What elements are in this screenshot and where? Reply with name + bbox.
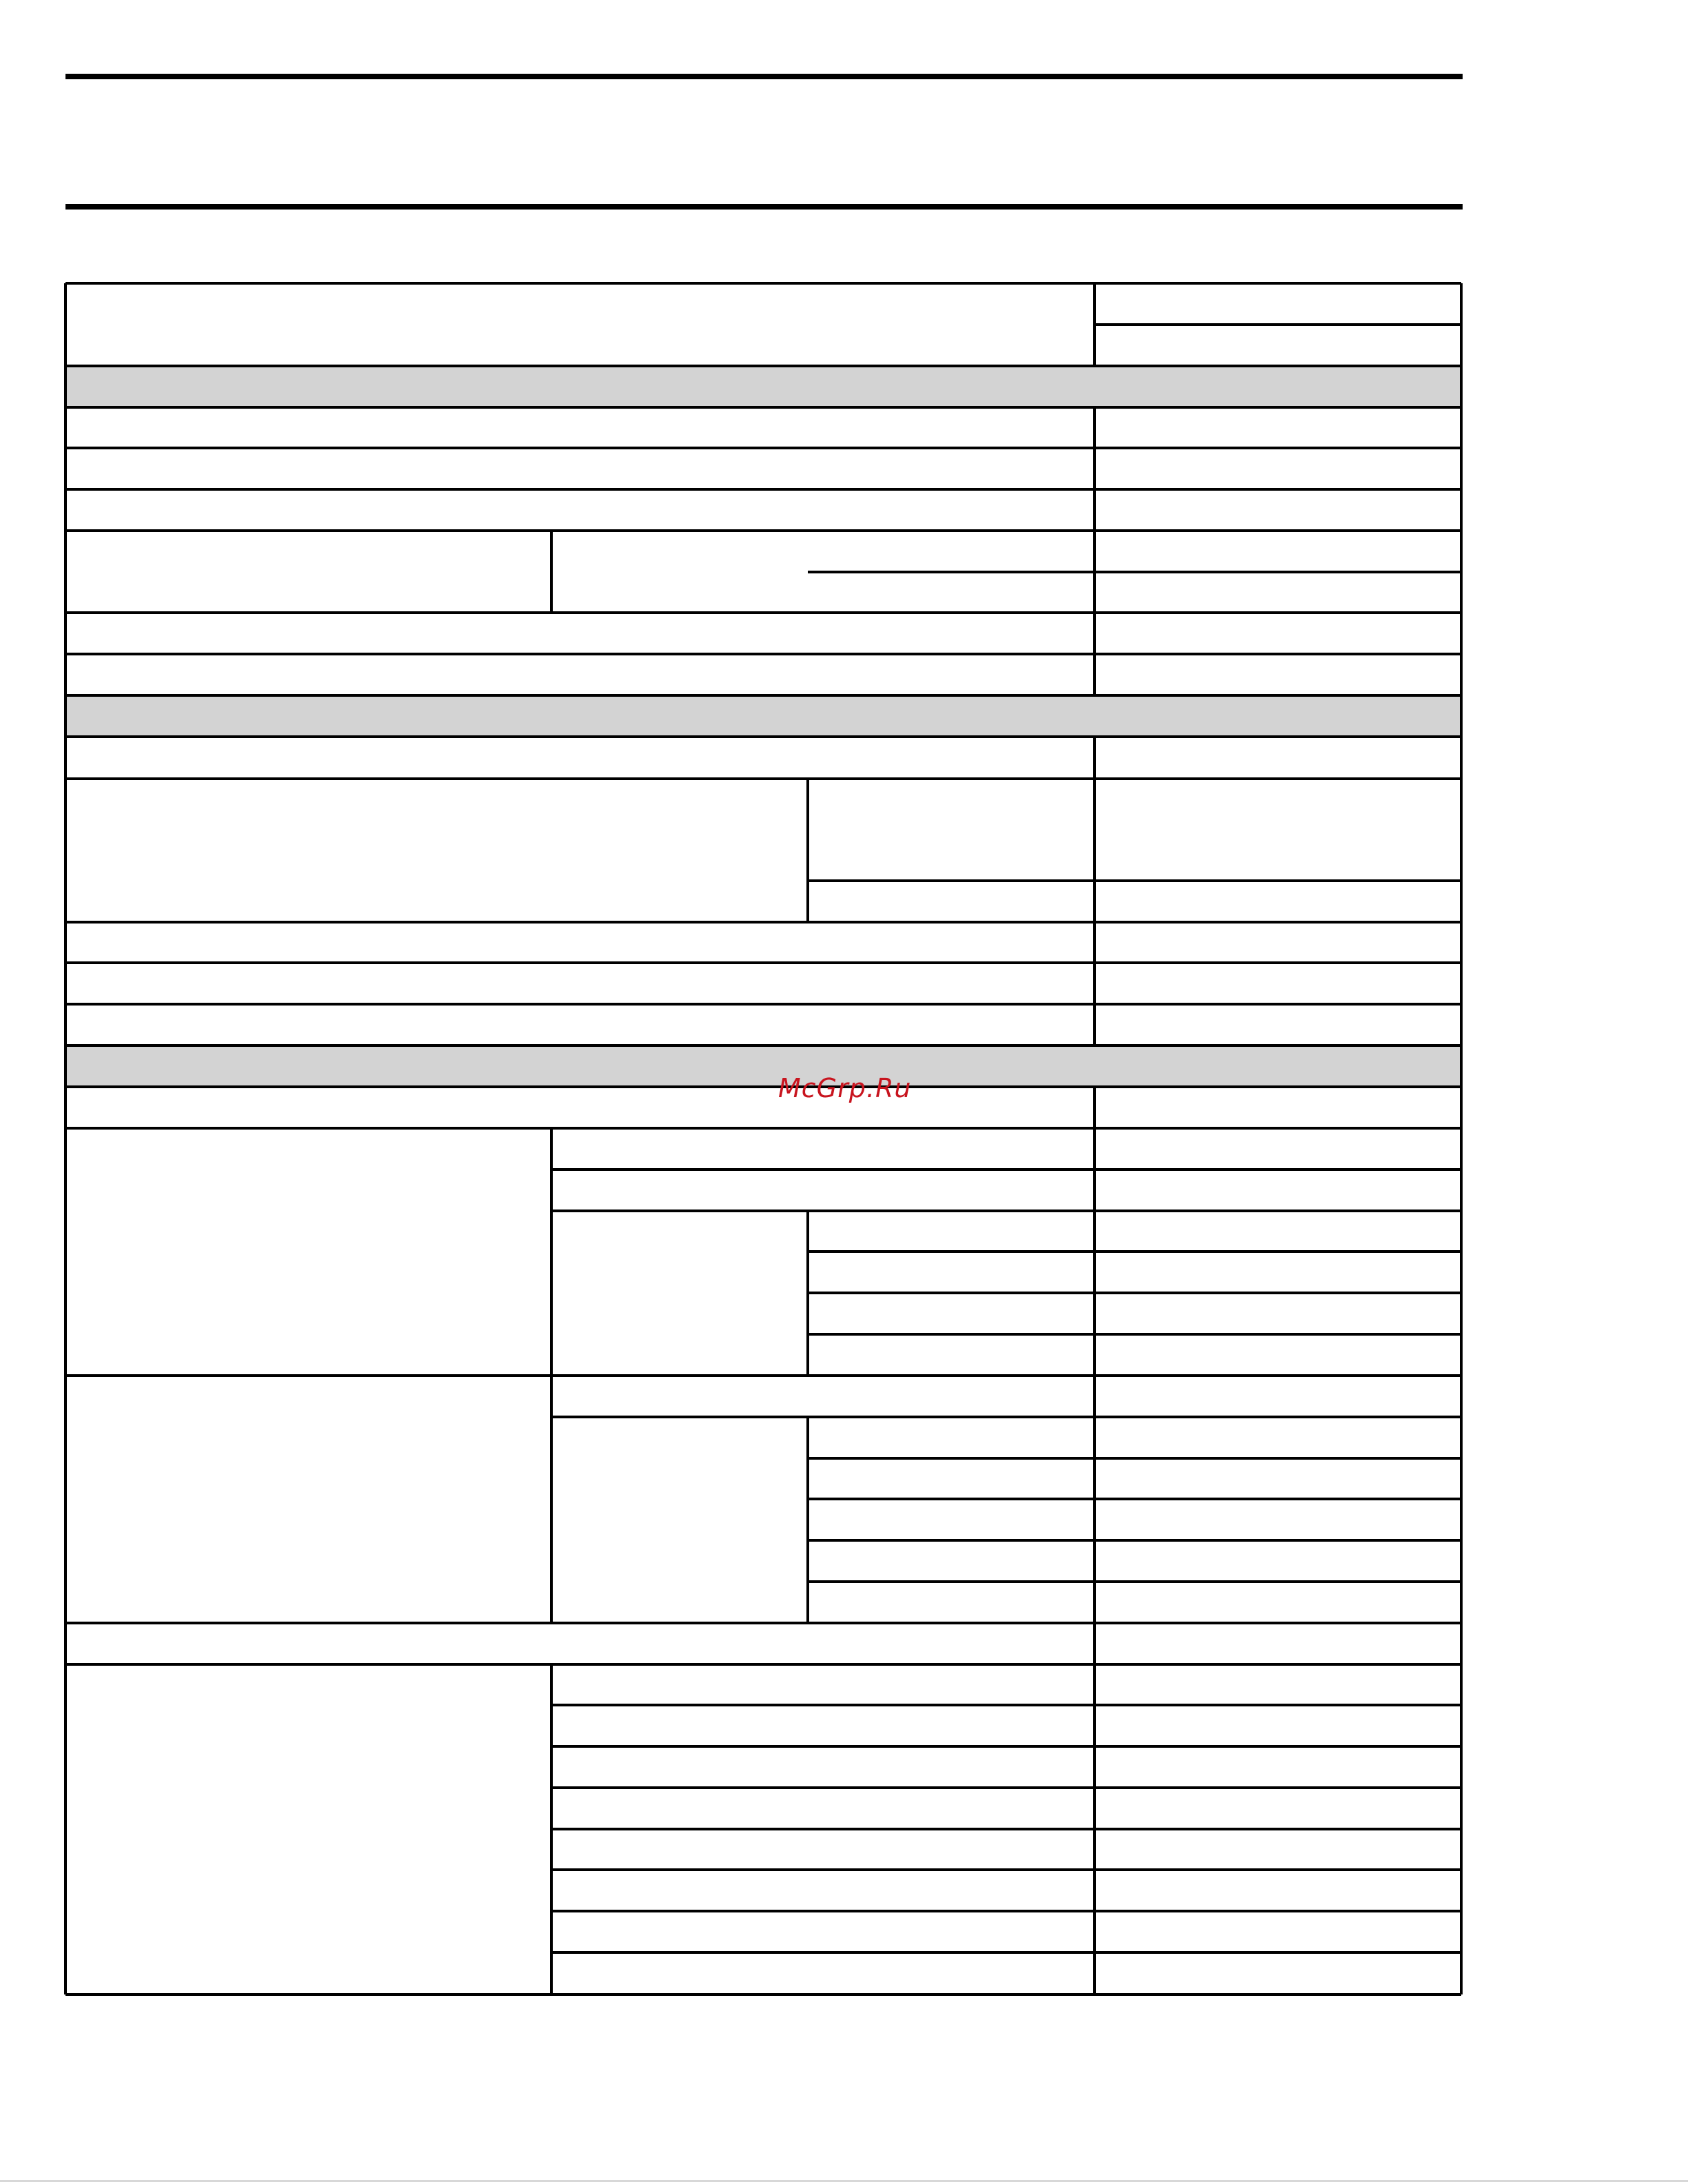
watermark-text: McGrp.Ru bbox=[778, 1073, 912, 1103]
section-header-row bbox=[65, 366, 1461, 407]
section-header-row bbox=[65, 1045, 1461, 1087]
page-bottom-edge bbox=[0, 2180, 1688, 2182]
section-header-row bbox=[65, 695, 1461, 737]
